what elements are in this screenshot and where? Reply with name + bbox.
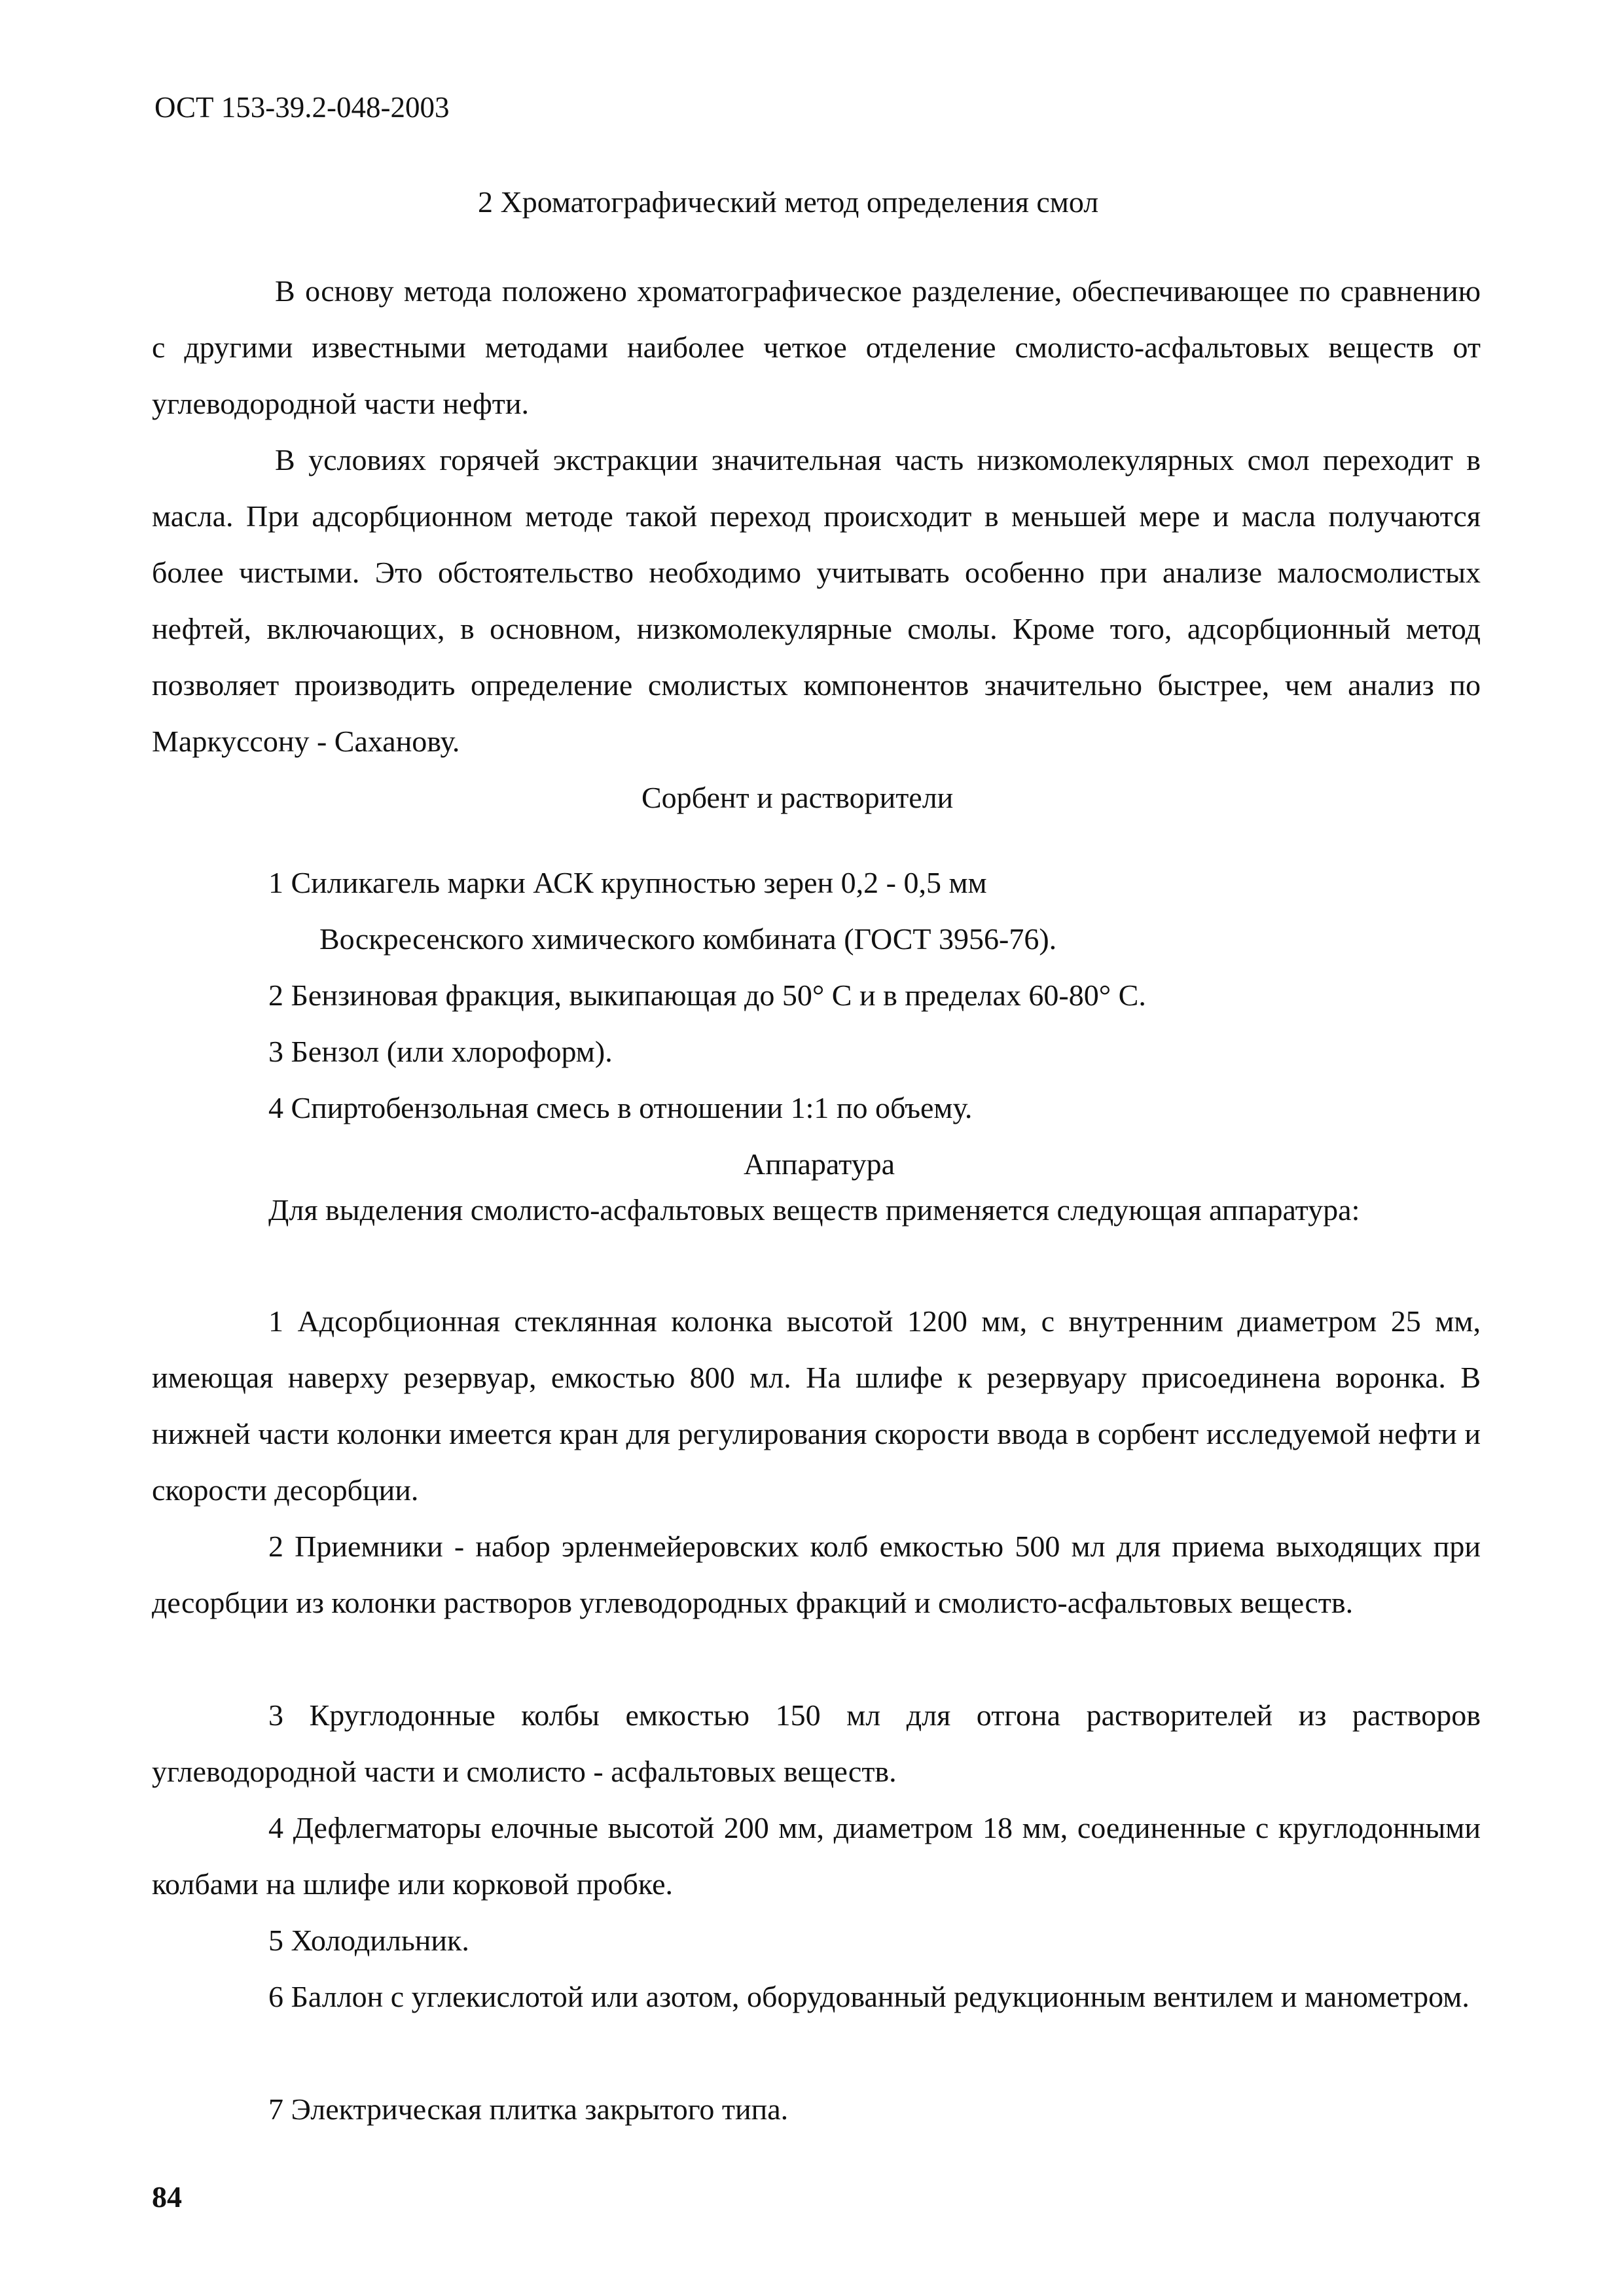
apparatus-item-3: 3 Круглодонные колбы емкостью 150 мл для отгона растворителей из растворов углеводородной части и смолисто - асфальтовых веществ. — [152, 1698, 1481, 1788]
apparatus-heading: Аппаратура — [744, 1147, 895, 1181]
apparatus-item-2: 2 Приемники - набор эрленмейеровских колб емкостью 500 мл для приема выходящих при десорбции из колонки растворов углеводородных фракций и смолисто-асфальтовых веществ. — [152, 1530, 1481, 1619]
apparatus-item-6: 6 Баллон с углекислотой или азотом, оборудованный редукционным вентилем и манометром. — [268, 1980, 1470, 2013]
apparatus-item-5: 5 Холодильник. — [268, 1924, 469, 1957]
sorbent-item-1-continuation: Воскресенского химического комбината (ГОСТ 3956-76). — [319, 922, 1057, 956]
document-code: ОСТ 153-39.2-048-2003 — [154, 91, 450, 124]
intro-paragraph-1: В основу метода положено хроматографическое разделение, обеспечивающее по сравнению с другими известными методами наиболее четкое отделение смолисто-асфальтовых веществ от углеводородной части нефти. — [152, 274, 1481, 420]
sorbents-heading: Сорбент и растворители — [641, 781, 954, 814]
apparatus-item-1: 1 Адсорбционная стеклянная колонка высотой 1200 мм, с внутренним диаметром 25 мм, имеющая наверху резервуар, емкостью 800 мл. На шлифе к резервуару присоединена воронка. В нижней части колонки имеется кран для регулирования скорости ввода в сорбент исследуемой нефти и скорости десорбции. — [152, 1304, 1481, 1507]
apparatus-item-4: 4 Дефлегматоры елочные высотой 200 мм, диаметром 18 мм, соединенные с круглодонными колбами на шлифе или корковой пробке. — [152, 1811, 1481, 1901]
intro-paragraph-2: В условиях горячей экстракции значительная часть низкомолекулярных смол переходит в масла. При адсорбционном методе такой переход происходит в меньшей мере и масла получаются более чистыми. Это обстоятельство необходимо учитывать особенно при анализе малосмолистых нефтей, включающих, в основном, низкомолекулярные смолы. Кроме того, адсорбционный метод позволяет производить определение смолистых компонентов значительно быстрее, чем анализ по Маркуссону - Саханову. — [152, 443, 1481, 758]
section-title: 2 Хроматографический метод определения смол — [478, 185, 1099, 219]
sorbent-item-1: 1 Силикагель марки АСК крупностью зерен 0,2 - 0,5 мм — [268, 866, 987, 899]
sorbent-item-3: 3 Бензол (или хлороформ). — [268, 1035, 613, 1068]
apparatus-item-7: 7 Электрическая плитка закрытого типа. — [268, 2092, 789, 2126]
sorbent-item-4: 4 Спиртобензольная смесь в отношении 1:1 по объему. — [268, 1091, 973, 1124]
apparatus-intro: Для выделения смолисто-асфальтовых веществ применяется следующая аппаратура: — [268, 1193, 1360, 1227]
page-number: 84 — [152, 2180, 182, 2214]
sorbent-item-2: 2 Бензиновая фракция, выкипающая до 50° С и в пределах 60-80° С. — [268, 978, 1146, 1012]
